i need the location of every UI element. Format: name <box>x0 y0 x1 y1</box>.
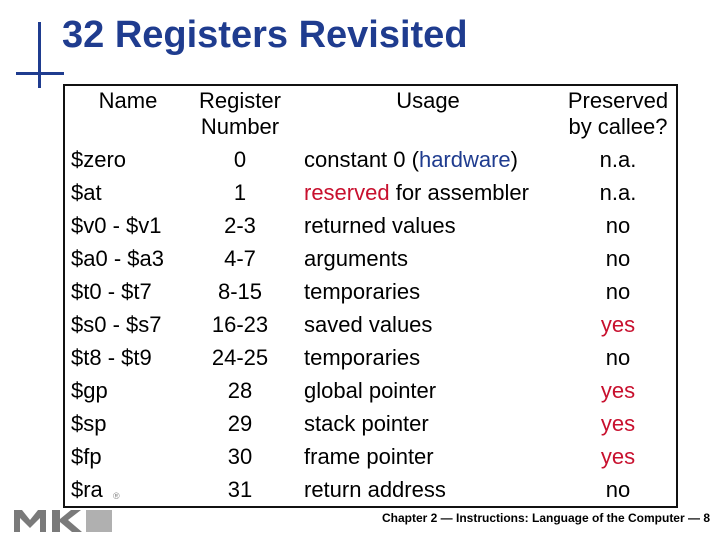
register-preserved: no <box>605 213 631 238</box>
register-usage <box>304 477 446 503</box>
usage-segment: constant 0 ( <box>304 147 419 172</box>
usage-segment: ) <box>510 147 518 172</box>
registered-mark: ® <box>113 491 120 501</box>
slide-footer: Chapter 2 — Instructions: Language of the Computer — 8 <box>381 511 710 525</box>
register-name: $sp <box>71 411 107 436</box>
register-usage <box>304 246 408 272</box>
slide-title: 32 Registers Revisited <box>62 14 468 56</box>
register-preserved: n.a. <box>599 147 637 172</box>
register-preserved: no <box>605 246 631 271</box>
register-number: 1 <box>233 180 247 205</box>
usage-segment: reserved <box>304 180 390 205</box>
register-usage <box>304 378 436 404</box>
register-preserved: yes <box>600 411 636 436</box>
register-preserved: no <box>605 345 631 370</box>
header-usage: Usage <box>396 88 460 113</box>
usage-segment: temporaries <box>304 279 421 304</box>
register-number: 29 <box>227 411 253 436</box>
register-preserved: no <box>605 279 631 304</box>
register-number: 28 <box>227 378 253 403</box>
register-name: $fp <box>71 444 102 469</box>
register-number: 8-15 <box>217 279 263 304</box>
title-accent-vertical-bar <box>38 22 41 88</box>
register-number: 16-23 <box>211 312 269 337</box>
register-preserved: no <box>605 477 631 502</box>
register-usage <box>304 180 529 206</box>
mk-logo-icon <box>14 506 112 537</box>
register-name: $v0 - $v1 <box>71 213 162 238</box>
register-usage <box>304 345 420 371</box>
register-number: 0 <box>233 147 247 172</box>
header-number-line2: Number <box>200 114 280 139</box>
usage-segment: global pointer <box>304 378 437 403</box>
register-preserved: yes <box>600 444 636 469</box>
usage-segment: arguments <box>304 246 408 271</box>
usage-segment: for assembler <box>389 180 529 205</box>
header-name: Name <box>98 88 158 113</box>
usage-segment: return address <box>304 477 446 502</box>
register-name: $gp <box>71 378 108 403</box>
register-name: $ra <box>71 477 103 502</box>
register-number: 24-25 <box>211 345 269 370</box>
register-name: $t0 - $t7 <box>71 279 152 304</box>
usage-segment: hardware <box>418 147 511 172</box>
usage-segment: frame pointer <box>304 444 434 469</box>
usage-segment: saved values <box>304 312 433 337</box>
register-preserved: n.a. <box>599 180 637 205</box>
register-usage <box>304 411 429 437</box>
usage-segment: temporaries <box>304 345 421 370</box>
register-name: $at <box>71 180 102 205</box>
register-preserved: yes <box>600 378 636 403</box>
register-name: $a0 - $a3 <box>71 246 164 271</box>
header-preserved-line1: Preserved <box>567 88 669 113</box>
register-name: $s0 - $s7 <box>71 312 162 337</box>
register-usage <box>304 279 420 305</box>
register-number: 31 <box>227 477 253 502</box>
register-name: $t8 - $t9 <box>71 345 152 370</box>
register-number: 2-3 <box>224 213 256 238</box>
header-preserved-line2: by callee? <box>568 114 668 139</box>
register-number: 4-7 <box>224 246 256 271</box>
register-name: $zero <box>71 147 127 172</box>
register-usage <box>304 147 518 173</box>
usage-segment: stack pointer <box>304 411 429 436</box>
header-number-line1: Register <box>199 88 281 113</box>
register-usage <box>304 444 434 470</box>
title-accent-horizontal-bar <box>16 72 64 75</box>
register-usage <box>304 213 456 239</box>
register-number: 30 <box>227 444 253 469</box>
register-preserved: yes <box>600 312 636 337</box>
register-usage <box>304 312 432 338</box>
usage-segment: returned values <box>304 213 456 238</box>
